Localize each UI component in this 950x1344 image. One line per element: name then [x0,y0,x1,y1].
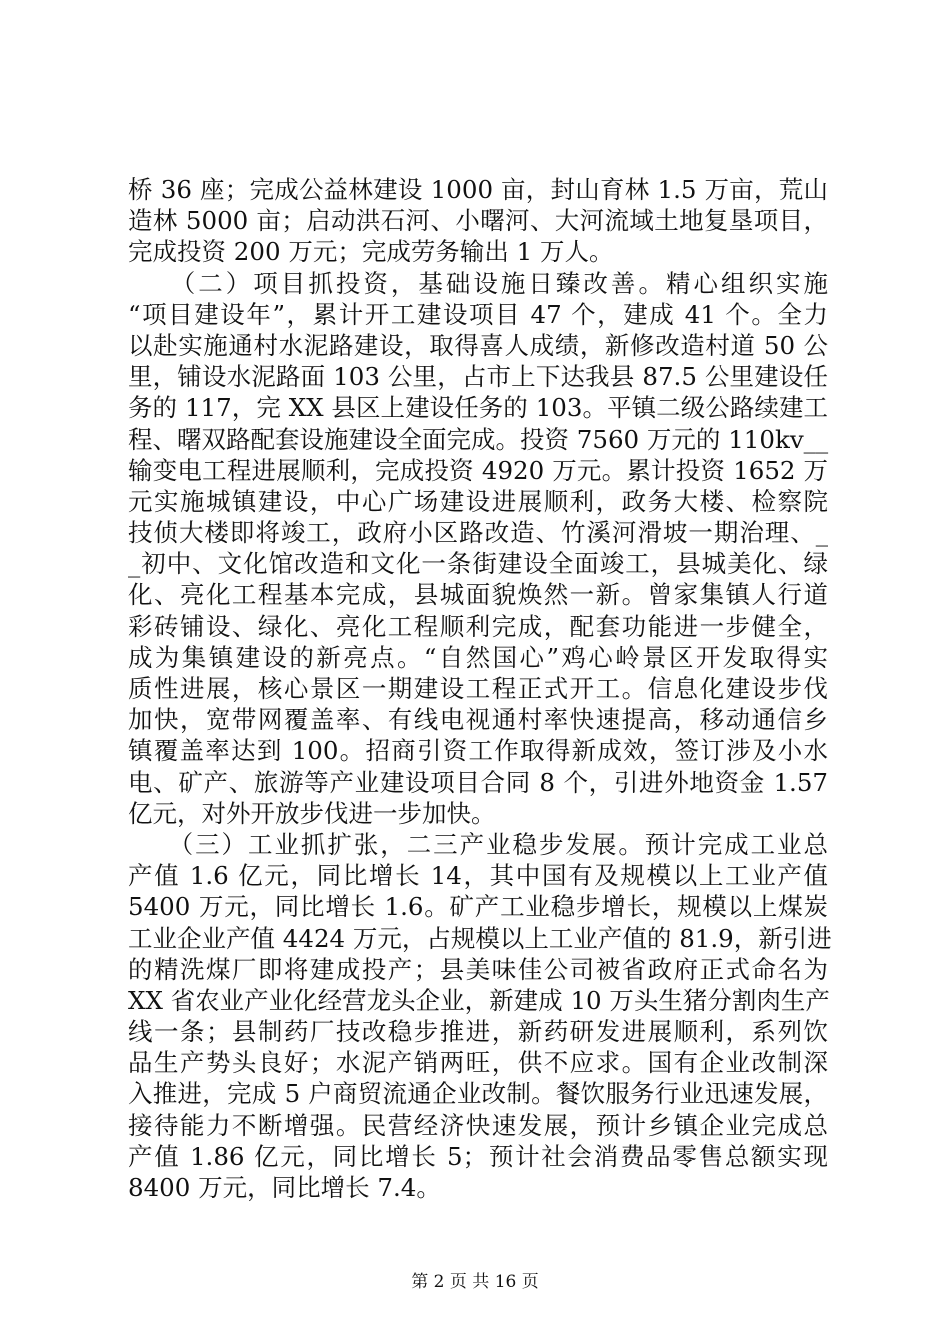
text-line: 5400 万元，同比增长 1.6。矿产工业稳步增长，规模以上煤炭 [128,892,828,922]
page-number-footer: 第 2 页 共 16 页 [411,1272,539,1292]
text-line: 桥 36 座；完成公益林建设 1000 亩，封山育林 1.5 万亩，荒山 [128,175,828,204]
text-line: 输变电工程进展顺利，完成投资 4920 万元。累计投资 1652 万 [128,455,828,485]
text-line: XX 省农业产业化经营龙头企业，新建成 10 万头生猪分割肉生产 [128,985,830,1015]
text-line: 成为集镇建设的新亮点。“自然国心”鸡心岭景区开发取得实 [128,642,828,672]
text-line: 8400 万元，同比增长 7.4。 [128,1173,441,1202]
text-line: 质性进展，核心景区一期建设工程正式开工。信息化建设步伐 [128,674,828,703]
text-line: 技侦大楼即将竣工，政府小区路改造、竹溪河滑坡一期治理、_ [128,518,828,548]
text-line: 镇覆盖率达到 100。招商引资工作取得新成效，签订涉及小水 [128,736,828,766]
text-line: 产值 1.6 亿元，同比增长 14，其中国有及规模以上工业产值 [128,861,828,891]
text-line: 入推进，完成 5 户商贸流通企业改制。餐饮服务行业迅速发展， [128,1079,828,1109]
text-line: 里，铺设水泥路面 103 公里，占市上下达我县 87.5 公里建设任 [128,362,828,392]
text-line: 完成投资 200 万元；完成劳务输出 1 万人。 [128,237,614,267]
text-line: 程、曙双路配套设施建设全面完成。投资 7560 万元的 110kv__ [128,424,829,454]
text-line: 电、矿产、旅游等产业建设项目合同 8 个，引进外地资金 1.57 [128,767,828,797]
text-line: 品生产势头良好；水泥产销两旺，供不应求。国有企业改制深 [128,1048,828,1078]
text-line: 以赴实施通村水泥路建设，取得喜人成绩，新修改造村道 50 公 [128,330,828,360]
text-line: 产值 1.86 亿元，同比增长 5；预计社会消费品零售总额实现 [128,1141,828,1171]
text-line: “项目建设年”，累计开工建设项目 47 个，建成 41 个。全力 [128,299,828,329]
text-line: 接待能力不断增强。民营经济快速发展，预计乡镇企业完成总 [128,1110,828,1140]
text-line: 化、亮化工程基本完成，县城面貌焕然一新。曾家集镇人行道 [128,580,828,610]
text-line: 加快，宽带网覆盖率、有线电视通村率快速提高，移动通信乡 [128,705,828,735]
text-line: 亿元，对外开放步伐进一步加快。 [128,798,496,828]
text-line: 线一条；县制药厂技改稳步推进，新药研发进展顺利，系列饮 [128,1017,828,1047]
text-line: 元实施城镇建设，中心广场建设进展顺利，政务大楼、检察院 [128,486,828,516]
text-line: 的精洗煤厂即将建成投产；县美味佳公司被省政府正式命名为 [128,954,828,984]
text-line: 彩砖铺设、绿化、亮化工程顺利完成，配套功能进一步健全， [128,611,828,641]
section-heading-line: （三）工业抓扩张，二三产业稳步发展。预计完成工业总 [128,829,828,859]
document-body [128,174,832,1203]
text-line: 务的 117，完 XX 县区上建设任务的 103。平镇二级公路续建工 [128,393,828,423]
text-line: _初中、文化馆改造和文化一条街建设全面竣工，县城美化、绿 [128,549,828,579]
text-line: 造林 5000 亩；启动洪石河、小曙河、大河流域土地复垦项目， [128,206,828,236]
section-heading-line: （二）项目抓投资，基础设施日臻改善。精心组织实施 [128,268,828,298]
text-line: 工业企业产值 4424 万元，占规模以上工业产值的 81.9，新引进 [128,923,832,953]
